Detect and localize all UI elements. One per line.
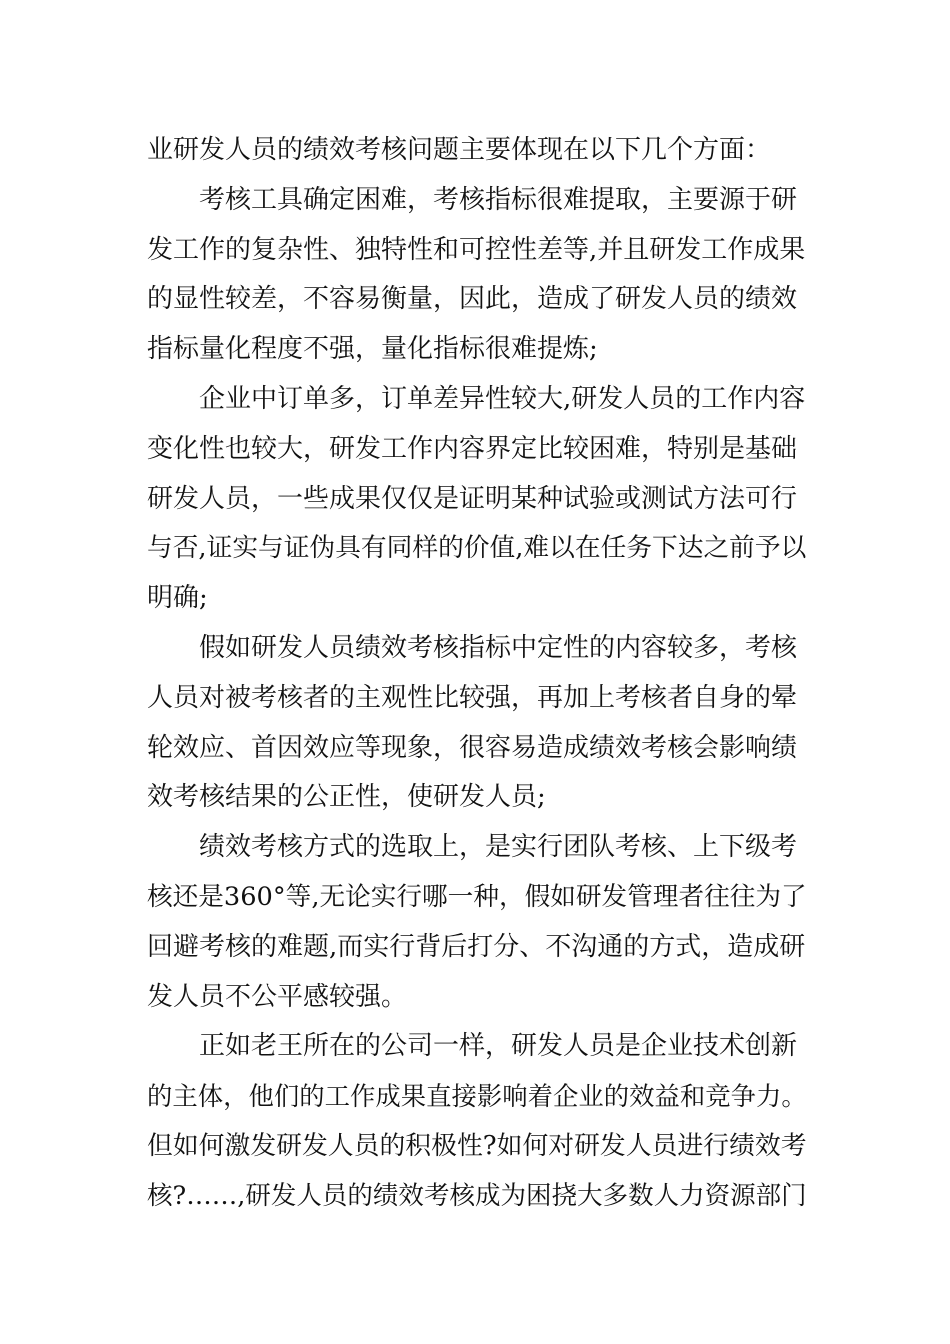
text-line: 绩效考核方式的选取上，是实行团队考核、上下级考 bbox=[199, 832, 798, 863]
text-line: 考核工具确定困难，考核指标很难提取，主要源于研 bbox=[199, 184, 798, 215]
text-line: 企业中订单多，订单差异性较大,研发人员的工作内容 bbox=[199, 383, 806, 414]
text-line: 核?……,研发人员的绩效考核成为困挠大多数人力资源部门 bbox=[147, 1180, 807, 1211]
text-line: 的显性较差，不容易衡量，因此，造成了研发人员的绩效 bbox=[147, 284, 798, 315]
text-line: 核还是360°等,无论实行哪一种，假如研发管理者往往为了 bbox=[147, 881, 807, 912]
text-line: 变化性也较大，研发工作内容界定比较困难，特别是基础 bbox=[147, 433, 798, 464]
text-line: 轮效应、首因效应等现象，很容易造成绩效考核会影响绩 bbox=[147, 732, 798, 763]
body-text bbox=[147, 126, 807, 1222]
text-line: 与否,证实与证伪具有同样的价值,难以在任务下达之前予以 bbox=[147, 533, 807, 564]
text-line: 发人员不公平感较强。 bbox=[147, 981, 408, 1012]
text-line: 指标量化程度不强，量化指标很难提炼; bbox=[147, 334, 598, 365]
text-line: 发工作的复杂性、独特性和可控性差等,并且研发工作成果 bbox=[147, 234, 806, 265]
text-line: 正如老王所在的公司一样，研发人员是企业技术创新 bbox=[199, 1031, 798, 1062]
text-line: 人员对被考核者的主观性比较强，再加上考核者自身的晕 bbox=[147, 682, 798, 713]
text-line: 效考核结果的公正性，使研发人员; bbox=[147, 782, 546, 813]
text-line: 假如研发人员绩效考核指标中定性的内容较多，考核 bbox=[199, 632, 798, 663]
text-line: 研发人员，一些成果仅仅是证明某种试验或测试方法可行 bbox=[147, 483, 798, 514]
text-line: 但如何激发研发人员的积极性?如何对研发人员进行绩效考 bbox=[147, 1130, 807, 1161]
text-line: 业研发人员的绩效考核问题主要体现在以下几个方面： bbox=[147, 135, 772, 165]
text-line: 的主体，他们的工作成果直接影响着企业的效益和竞争力。 bbox=[147, 1081, 807, 1112]
text-line: 明确; bbox=[147, 583, 208, 614]
text-line: 回避考核的难题,而实行背后打分、不沟通的方式，造成研 bbox=[147, 931, 806, 962]
